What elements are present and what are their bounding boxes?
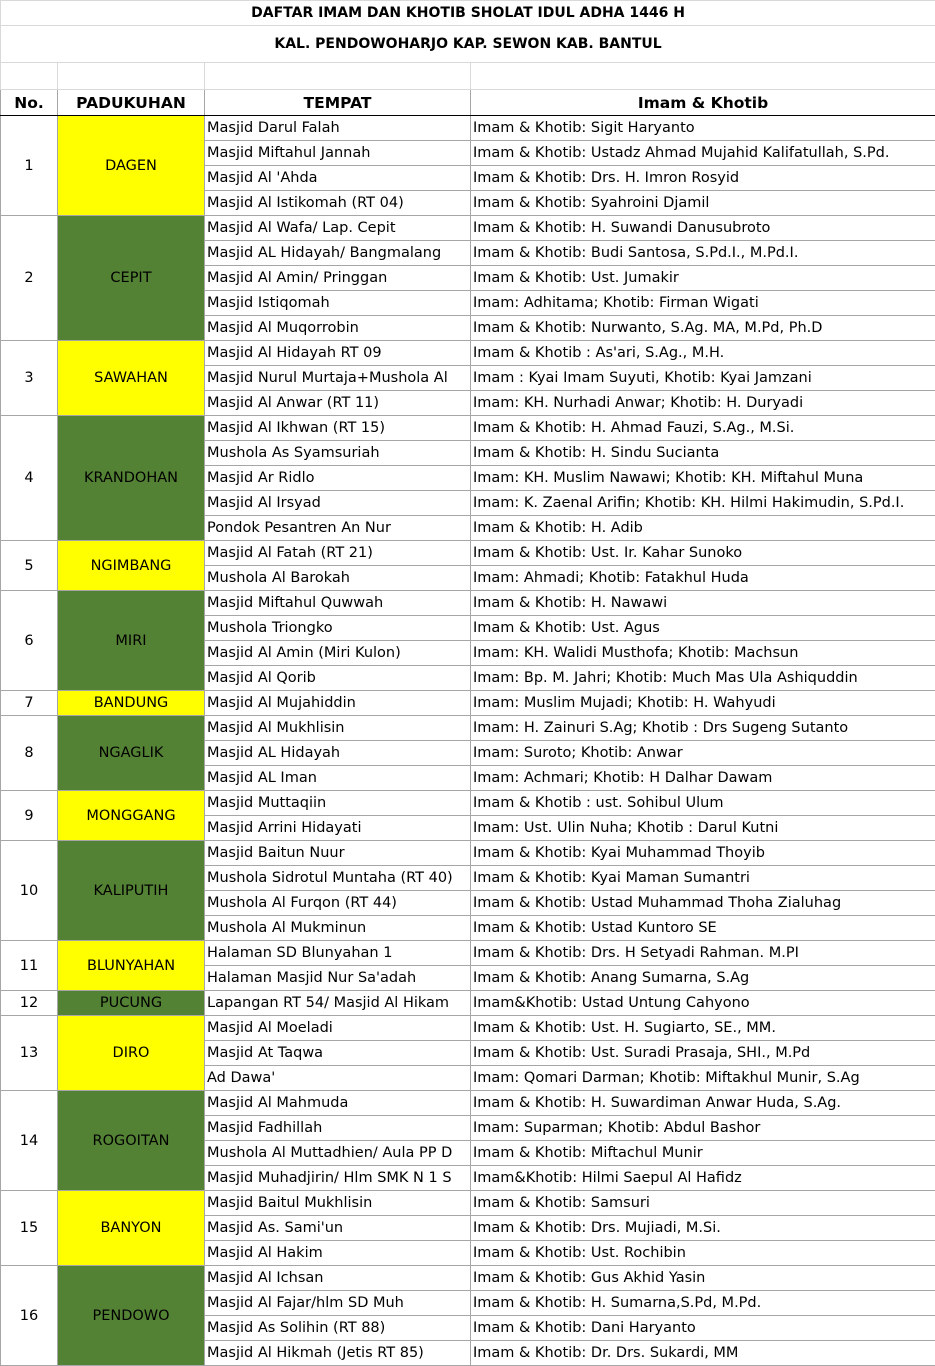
- padukuhan-name: KRANDOHAN: [58, 416, 205, 541]
- tempat-cell: Masjid Al Mujahiddin: [205, 691, 471, 716]
- imam-khotib-cell: Imam & Khotib: Dr. Drs. Sukardi, MM: [471, 1341, 935, 1366]
- tempat-cell: Masjid Al Hikmah (Jetis RT 85): [205, 1341, 471, 1366]
- tempat-cell: Ad Dawa': [205, 1066, 471, 1091]
- table-row: [1, 591, 935, 616]
- imam-khotib-cell: Imam & Khotib: Miftachul Munir: [471, 1141, 935, 1166]
- imam-khotib-cell: Imam & Khotib: Ust. Suradi Prasaja, SHI., M.Pd: [471, 1041, 935, 1066]
- row-number: 13: [1, 1016, 58, 1091]
- header-tempat: TEMPAT: [205, 90, 471, 116]
- tempat-cell: Mushola Al Muttadhien/ Aula PP D: [205, 1141, 471, 1166]
- imam-khotib-cell: Imam: Adhitama; Khotib: Firman Wigati: [471, 291, 935, 316]
- imam-khotib-cell: Imam & Khotib: Drs. Mujiadi, M.Si.: [471, 1216, 935, 1241]
- tempat-cell: Masjid Al Moeladi: [205, 1016, 471, 1041]
- imam-khotib-cell: Imam & Khotib: Ustadz Ahmad Mujahid Kalifatullah, S.Pd.: [471, 141, 935, 166]
- padukuhan-name: CEPIT: [58, 216, 205, 341]
- imam-khotib-cell: Imam: Qomari Darman; Khotib: Miftakhul Munir, S.Ag: [471, 1066, 935, 1091]
- table-row: [1, 1266, 935, 1291]
- tempat-cell: Masjid AL Iman: [205, 766, 471, 791]
- tempat-cell: Masjid Al Fajar/hlm SD Muh: [205, 1291, 471, 1316]
- padukuhan-name: DAGEN: [58, 116, 205, 216]
- imam-khotib-cell: Imam & Khotib: Kyai Maman Sumantri: [471, 866, 935, 891]
- tempat-cell: Masjid AL Hidayah/ Bangmalang: [205, 241, 471, 266]
- header-imam-khotib: Imam & Khotib: [471, 90, 935, 116]
- imam-khotib-cell: Imam & Khotib: Kyai Muhammad Thoyib: [471, 841, 935, 866]
- tempat-cell: Masjid AL Hidayah: [205, 741, 471, 766]
- imam-khotib-cell: Imam & Khotib: Drs. H Setyadi Rahman. M.PI: [471, 941, 935, 966]
- tempat-cell: Masjid Al Wafa/ Lap. Cepit: [205, 216, 471, 241]
- tempat-cell: Masjid Al Hakim: [205, 1241, 471, 1266]
- tempat-cell: Masjid Miftahul Quwwah: [205, 591, 471, 616]
- row-number: 11: [1, 941, 58, 991]
- tempat-cell: Masjid Al Istikomah (RT 04): [205, 191, 471, 216]
- imam-khotib-cell: Imam & Khotib: H. Suwandi Danusubroto: [471, 216, 935, 241]
- row-number: 9: [1, 791, 58, 841]
- imam-khotib-cell: Imam & Khotib: Drs. H. Imron Rosyid: [471, 166, 935, 191]
- row-number: 6: [1, 591, 58, 691]
- padukuhan-name: PENDOWO: [58, 1266, 205, 1366]
- padukuhan-name: BANYON: [58, 1191, 205, 1266]
- row-number: 14: [1, 1091, 58, 1191]
- tempat-cell: Masjid Muttaqiin: [205, 791, 471, 816]
- imam-khotib-cell: Imam: KH. Walidi Musthofa; Khotib: Machsun: [471, 641, 935, 666]
- row-number: 15: [1, 1191, 58, 1266]
- tempat-cell: Masjid Al Qorib: [205, 666, 471, 691]
- tempat-cell: Masjid Al Mahmuda: [205, 1091, 471, 1116]
- tempat-cell: Masjid Ar Ridlo: [205, 466, 471, 491]
- tempat-cell: Masjid Al Amin (Miri Kulon): [205, 641, 471, 666]
- imam-khotib-cell: Imam: Suroto; Khotib: Anwar: [471, 741, 935, 766]
- padukuhan-name: SAWAHAN: [58, 341, 205, 416]
- tempat-cell: Masjid Al Irsyad: [205, 491, 471, 516]
- spacer-cell: [58, 63, 205, 90]
- row-number: 10: [1, 841, 58, 941]
- table-row: [1, 841, 935, 866]
- padukuhan-name: BANDUNG: [58, 691, 205, 716]
- tempat-cell: Masjid Al Hidayah RT 09: [205, 341, 471, 366]
- table-row: [1, 216, 935, 241]
- tempat-cell: Masjid Arrini Hidayati: [205, 816, 471, 841]
- tempat-cell: Masjid Al Ikhwan (RT 15): [205, 416, 471, 441]
- spacer-cell: [205, 63, 471, 90]
- imam-khotib-cell: Imam & Khotib: Ust. Jumakir: [471, 266, 935, 291]
- tempat-cell: Mushola Al Mukminun: [205, 916, 471, 941]
- tempat-cell: Mushola Al Furqon (RT 44): [205, 891, 471, 916]
- imam-khotib-cell: Imam & Khotib: H. Ahmad Fauzi, S.Ag., M.Si.: [471, 416, 935, 441]
- imam-khotib-cell: Imam: Bp. M. Jahri; Khotib: Much Mas Ula Ashiquddin: [471, 666, 935, 691]
- imam-khotib-cell: Imam: Muslim Mujadi; Khotib: H. Wahyudi: [471, 691, 935, 716]
- row-number: 3: [1, 341, 58, 416]
- row-number: 16: [1, 1266, 58, 1366]
- tempat-cell: Masjid Istiqomah: [205, 291, 471, 316]
- imam-khotib-cell: Imam: H. Zainuri S.Ag; Khotib : Drs Sugeng Sutanto: [471, 716, 935, 741]
- tempat-cell: Masjid Al 'Ahda: [205, 166, 471, 191]
- imam-khotib-cell: Imam : Kyai Imam Suyuti, Khotib: Kyai Jamzani: [471, 366, 935, 391]
- tempat-cell: Masjid Darul Falah: [205, 116, 471, 141]
- header-padukuhan: PADUKUHAN: [58, 90, 205, 116]
- imam-khotib-cell: Imam & Khotib: H. Suwardiman Anwar Huda, S.Ag.: [471, 1091, 935, 1116]
- tempat-cell: Mushola Triongko: [205, 616, 471, 641]
- table-row: [1, 341, 935, 366]
- tempat-cell: Masjid Al Muqorrobin: [205, 316, 471, 341]
- imam-khotib-cell: Imam & Khotib: Sigit Haryanto: [471, 116, 935, 141]
- table-row: [1, 416, 935, 441]
- tempat-cell: Masjid Muhadjirin/ Hlm SMK N 1 S: [205, 1166, 471, 1191]
- imam-khotib-cell: Imam & Khotib: Anang Sumarna, S.Ag: [471, 966, 935, 991]
- imam-khotib-cell: Imam & Khotib: Ust. Agus: [471, 616, 935, 641]
- imam-khotib-cell: Imam&Khotib: Ustad Untung Cahyono: [471, 991, 935, 1016]
- tempat-cell: Masjid Al Amin/ Pringgan: [205, 266, 471, 291]
- imam-khotib-cell: Imam & Khotib: Ust. Rochibin: [471, 1241, 935, 1266]
- table-body: [1, 116, 935, 1366]
- table-row: [1, 791, 935, 816]
- tempat-cell: Lapangan RT 54/ Masjid Al Hikam: [205, 991, 471, 1016]
- table-row: [1, 991, 935, 1016]
- tempat-cell: Mushola Al Barokah: [205, 566, 471, 591]
- row-number: 8: [1, 716, 58, 791]
- padukuhan-name: PUCUNG: [58, 991, 205, 1016]
- title-line-1: DAFTAR IMAM DAN KHOTIB SHOLAT IDUL ADHA 1446 H: [1, 1, 935, 26]
- imam-khotib-cell: Imam: Suparman; Khotib: Abdul Bashor: [471, 1116, 935, 1141]
- imam-khotib-cell: Imam & Khotib : As'ari, S.Ag., M.H.: [471, 341, 935, 366]
- row-number: 1: [1, 116, 58, 216]
- imam-khotib-cell: Imam & Khotib: Ust. Ir. Kahar Sunoko: [471, 541, 935, 566]
- tempat-cell: Masjid Al Fatah (RT 21): [205, 541, 471, 566]
- tempat-cell: Masjid Baitun Nuur: [205, 841, 471, 866]
- tempat-cell: Halaman Masjid Nur Sa'adah: [205, 966, 471, 991]
- title-line-2: KAL. PENDOWOHARJO KAP. SEWON KAB. BANTUL: [1, 26, 935, 63]
- spacer-cell: [471, 63, 935, 90]
- tempat-cell: Masjid Al Mukhlisin: [205, 716, 471, 741]
- table-row: [1, 1016, 935, 1041]
- padukuhan-name: BLUNYAHAN: [58, 941, 205, 991]
- padukuhan-name: MIRI: [58, 591, 205, 691]
- imam-khotib-cell: Imam & Khotib: Ust. H. Sugiarto, SE., MM.: [471, 1016, 935, 1041]
- tempat-cell: Masjid Al Ichsan: [205, 1266, 471, 1291]
- imam-khotib-cell: Imam: KH. Muslim Nawawi; Khotib: KH. Miftahul Muna: [471, 466, 935, 491]
- imam-khotib-cell: Imam & Khotib: Gus Akhid Yasin: [471, 1266, 935, 1291]
- imam-khotib-cell: Imam & Khotib : ust. Sohibul Ulum: [471, 791, 935, 816]
- imam-khotib-cell: Imam & Khotib: Ustad Kuntoro SE: [471, 916, 935, 941]
- tempat-cell: Halaman SD Blunyahan 1: [205, 941, 471, 966]
- padukuhan-name: NGIMBANG: [58, 541, 205, 591]
- imam-khotib-cell: Imam & Khotib: H. Sindu Sucianta: [471, 441, 935, 466]
- table-row: [1, 1191, 935, 1216]
- imam-khotib-cell: Imam & Khotib: Nurwanto, S.Ag. MA, M.Pd, Ph.D: [471, 316, 935, 341]
- imam-khotib-cell: Imam&Khotib: Hilmi Saepul Al Hafidz: [471, 1166, 935, 1191]
- imam-khotib-cell: Imam & Khotib: Budi Santosa, S.Pd.I., M.Pd.I.: [471, 241, 935, 266]
- row-number: 5: [1, 541, 58, 591]
- imam-khotib-cell: Imam: K. Zaenal Arifin; Khotib: KH. Hilmi Hakimudin, S.Pd.I.: [471, 491, 935, 516]
- imam-khotib-cell: Imam & Khotib: H. Nawawi: [471, 591, 935, 616]
- table-row: [1, 116, 935, 141]
- imam-khotib-cell: Imam: Ahmadi; Khotib: Fatakhul Huda: [471, 566, 935, 591]
- row-number: 4: [1, 416, 58, 541]
- tempat-cell: Pondok Pesantren An Nur: [205, 516, 471, 541]
- imam-khotib-cell: Imam & Khotib: Samsuri: [471, 1191, 935, 1216]
- table-row: [1, 541, 935, 566]
- imam-khotib-cell: Imam & Khotib: Ustad Muhammad Thoha Zialuhag: [471, 891, 935, 916]
- tempat-cell: Masjid As Solihin (RT 88): [205, 1316, 471, 1341]
- tempat-cell: Masjid Baitul Mukhlisin: [205, 1191, 471, 1216]
- tempat-cell: Masjid As. Sami'un: [205, 1216, 471, 1241]
- padukuhan-name: DIRO: [58, 1016, 205, 1091]
- tempat-cell: Masjid Al Anwar (RT 11): [205, 391, 471, 416]
- tempat-cell: Mushola As Syamsuriah: [205, 441, 471, 466]
- tempat-cell: Mushola Sidrotul Muntaha (RT 40): [205, 866, 471, 891]
- table-row: [1, 941, 935, 966]
- padukuhan-name: MONGGANG: [58, 791, 205, 841]
- imam-khotib-cell: Imam: Ust. Ulin Nuha; Khotib : Darul Kutni: [471, 816, 935, 841]
- row-number: 2: [1, 216, 58, 341]
- padukuhan-name: NGAGLIK: [58, 716, 205, 791]
- spacer-cell: [1, 63, 58, 90]
- row-number: 12: [1, 991, 58, 1016]
- table-row: [1, 1091, 935, 1116]
- header-no: No.: [1, 90, 58, 116]
- imam-khotib-cell: Imam & Khotib: Dani Haryanto: [471, 1316, 935, 1341]
- padukuhan-name: ROGOITAN: [58, 1091, 205, 1191]
- imam-khotib-cell: Imam & Khotib: H. Adib: [471, 516, 935, 541]
- row-number: 7: [1, 691, 58, 716]
- table-row: [1, 716, 935, 741]
- tempat-cell: Masjid Nurul Murtaja+Mushola Al: [205, 366, 471, 391]
- imam-khotib-cell: Imam: KH. Nurhadi Anwar; Khotib: H. Duryadi: [471, 391, 935, 416]
- imam-khotib-cell: Imam & Khotib: H. Sumarna,S.Pd, M.Pd.: [471, 1291, 935, 1316]
- tempat-cell: Masjid Miftahul Jannah: [205, 141, 471, 166]
- imam-khotib-cell: Imam & Khotib: Syahroini Djamil: [471, 191, 935, 216]
- tempat-cell: Masjid At Taqwa: [205, 1041, 471, 1066]
- imam-khotib-cell: Imam: Achmari; Khotib: H Dalhar Dawam: [471, 766, 935, 791]
- padukuhan-name: KALIPUTIH: [58, 841, 205, 941]
- tempat-cell: Masjid Fadhillah: [205, 1116, 471, 1141]
- table-row: [1, 691, 935, 716]
